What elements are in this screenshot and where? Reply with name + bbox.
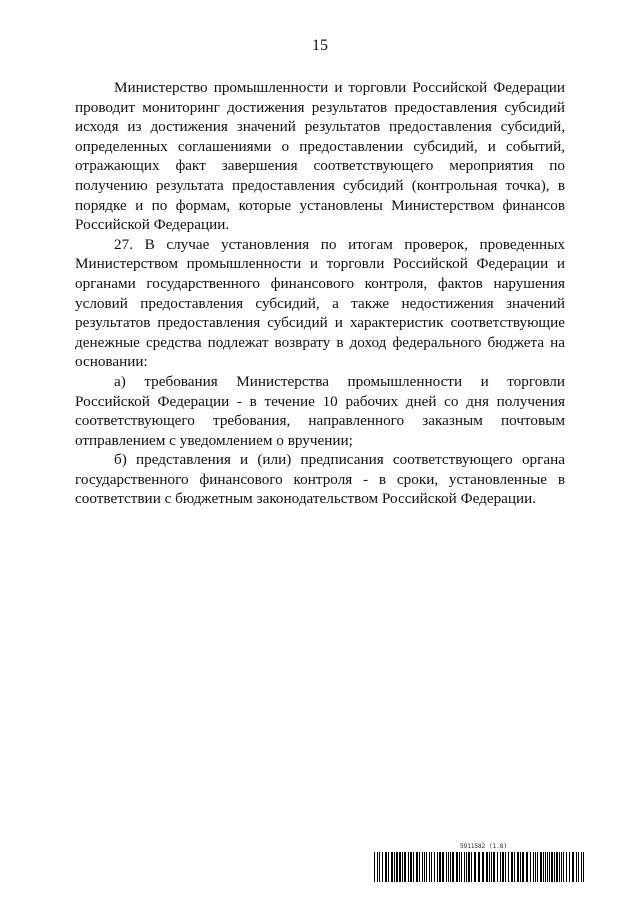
paragraph-27-a: а) требования Министерства промышленности и торговли Российской Федерации - в течение 10 рабочих дней со дня получения соответствующего требования, направленного заказным почтовым отправлением с уведомлением о вручении; [75,372,565,449]
barcode-caption: 5911582 (1.8) [460,843,507,850]
document-body [75,78,565,509]
barcode-stamp [374,843,586,883]
page-number: 15 [312,37,328,54]
paragraph-27-b: б) представления и (или) предписания соответствующего органа государственного финансового контроля - в сроки, установленные в соответствии с бюджетным законодательством Российской Федерации. [75,451,565,508]
paragraph-27: 27. В случае установления по итогам проверок, проведенных Министерством промышленности и торговли Российской Федерации и органами государственного финансового контроля, фактов нарушения условий предоставления субсидий, а также недостижения значений результатов предоставления субсидий и характеристик соответствующие денежные средства подлежат возврату в доход федерального бюджета на основании: [75,235,565,371]
paragraph-monitoring: Министерство промышленности и торговли Российской Федерации проводит мониторинг достижения результатов предоставления субсидий исходя из достижения значений результатов предоставления субсидий, определенных соглашениями о предоставлении субсидий, и событий, отражающих факт завершения соответствующего мероприятия по получению результата предоставления субсидий (контрольная точка), в порядке и по формам, которые установлены Министерством финансов Российской Федерации. [75,79,565,234]
barcode-icon [374,852,586,882]
